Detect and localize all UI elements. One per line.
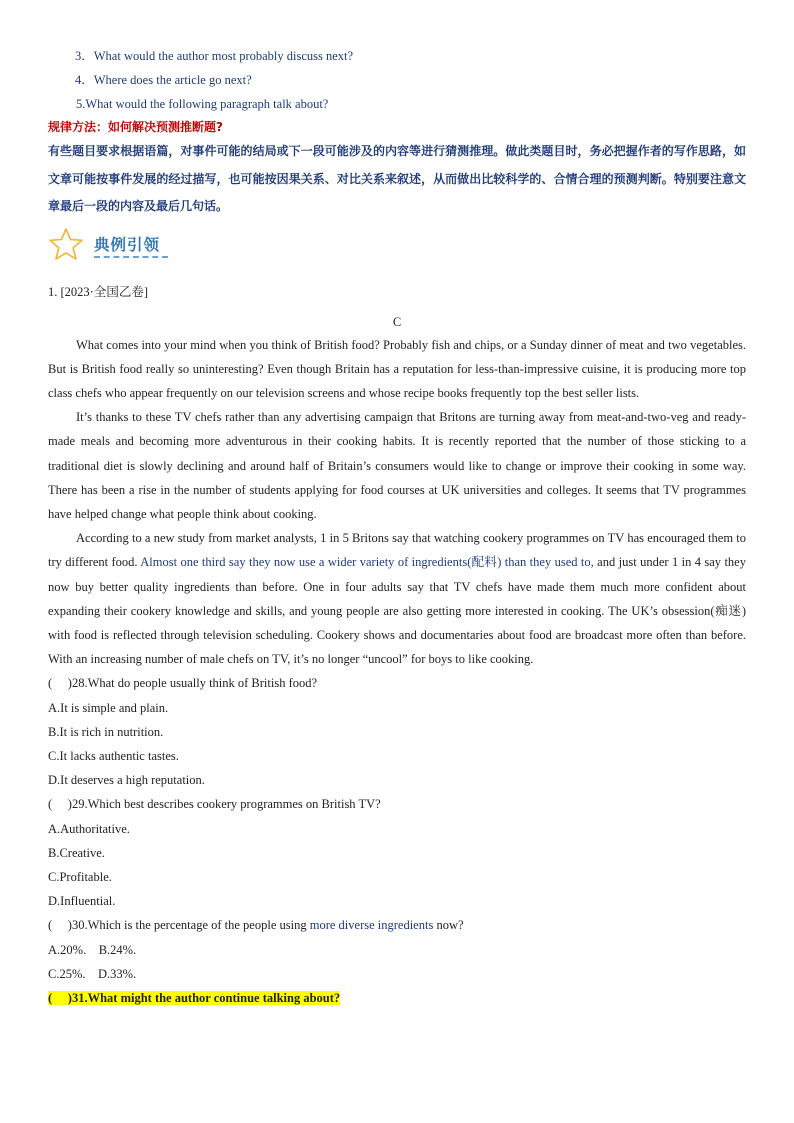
- question-29: ( )29.Which best describes cookery programmes on British TV?: [48, 797, 381, 812]
- method-body: 有些题目要求根据语篇，对事件可能的结局或下一段可能涉及的内容等进行猜测推理。做此类题目时，务必把握作者的写作思路，如文章可能按事件发展的经过描写，也可能按因果关系、对比关系来叙述，从而做出比较科学的、合情合理的预测判断。特别要注意文章最后一段的内容及最后几句话。: [48, 144, 746, 213]
- q28-option-c: C.It lacks authentic tastes.: [48, 748, 179, 763]
- q29-option-d: D.Influential.: [48, 894, 116, 909]
- section-title: 典例引领: [94, 235, 161, 254]
- passage-paragraph-2: It’s thanks to these TV chefs rather than any advertising campaign that Britons are turning away from meat-and-two-veg and ready-made meals and becoming more adventurous in their cooking habits. It is recently reported that the number of those sticking to a traditional diet is slowly declining and around half of Britain’s consumers would like to change or improve their cooking in some way. There has been a rise in the number of students applying for food courses at UK universities and colleges. It seems that TV programmes have helped change what people think about cooking.: [48, 410, 746, 521]
- q28-option-a: A.It is simple and plain.: [48, 700, 169, 715]
- question-31-highlighted: ( )31.What might the author continue talking about?: [48, 990, 341, 1005]
- passage-paragraph-1: What comes into your mind when you think of British food? Probably fish and chips, or a Sunday dinner of meat and two vegetables. But is British food really so uninteresting? Even though Britain has a reputation for less-than-impressive cuisine, it is producing more top class chefs who appear frequently on our television screens and whose recipe books frequently top the best seller lists.: [48, 337, 746, 400]
- method-title: 规律方法：如何解决预测推断题?: [48, 120, 223, 134]
- q30-stem-key-phrase: more diverse ingredients: [309, 918, 434, 933]
- q30-stem-part-1: ( )30.Which is the percentage of the people using: [48, 918, 310, 933]
- passage-paragraph-3: [48, 526, 746, 671]
- document-page: [48, 44, 746, 1010]
- section-header: [48, 225, 746, 265]
- q29-option-b: B.Creative.: [48, 845, 105, 860]
- paragraph-3-key-sentence: Almost one third say they now use a wider variety of ingredients(配料) than they used to,: [140, 555, 594, 570]
- q29-option-c: C.Profitable.: [48, 869, 112, 884]
- question-30: [48, 913, 746, 937]
- q30-options-cd: C.25%. D.33%.: [48, 966, 137, 981]
- passage-label: C: [392, 314, 402, 329]
- paragraph-3-part-1: According to a new study from market analysts, 1 in 5 Britons say that watching cookery programmes on TV has encouraged them to try different food.: [48, 531, 746, 570]
- question-28: ( )28.What do people usually think of British food?: [48, 676, 318, 691]
- q30-stem-part-2: now?: [433, 918, 464, 933]
- q30-options-ab: A.20%. B.24%.: [48, 942, 137, 957]
- paragraph-3-part-2: and just under 1 in 4 say they now buy better quality ingredients than before. One in four adults say that TV chefs have made them much more confident about expanding their cookery knowledge and skills, and young people are also getting more interested in cooking. The UK’s obsession(痴迷) with food is reflected through television scheduling. Cookery shows and documentaries about food are broadcast more often than before. With an increasing number of male chefs on TV, it’s no longer “uncool” for boys to like cooking.: [48, 555, 746, 667]
- q29-option-a: A.Authoritative.: [48, 821, 130, 836]
- star-outline-icon: [48, 227, 84, 261]
- q28-option-d: D.It deserves a high reputation.: [48, 773, 205, 788]
- intro-question-5: 5.What would the following paragraph talk about?: [76, 97, 329, 111]
- intro-question-3: 3．What would the author most probably discuss next?: [75, 49, 354, 63]
- q28-option-b: B.It is rich in nutrition.: [48, 724, 164, 739]
- section-title-underline: [94, 256, 168, 258]
- question-31: [48, 986, 746, 1010]
- intro-question-4: 4．Where does the article go next?: [75, 73, 252, 87]
- example-source: 1. [2023·全国乙卷]: [48, 284, 148, 299]
